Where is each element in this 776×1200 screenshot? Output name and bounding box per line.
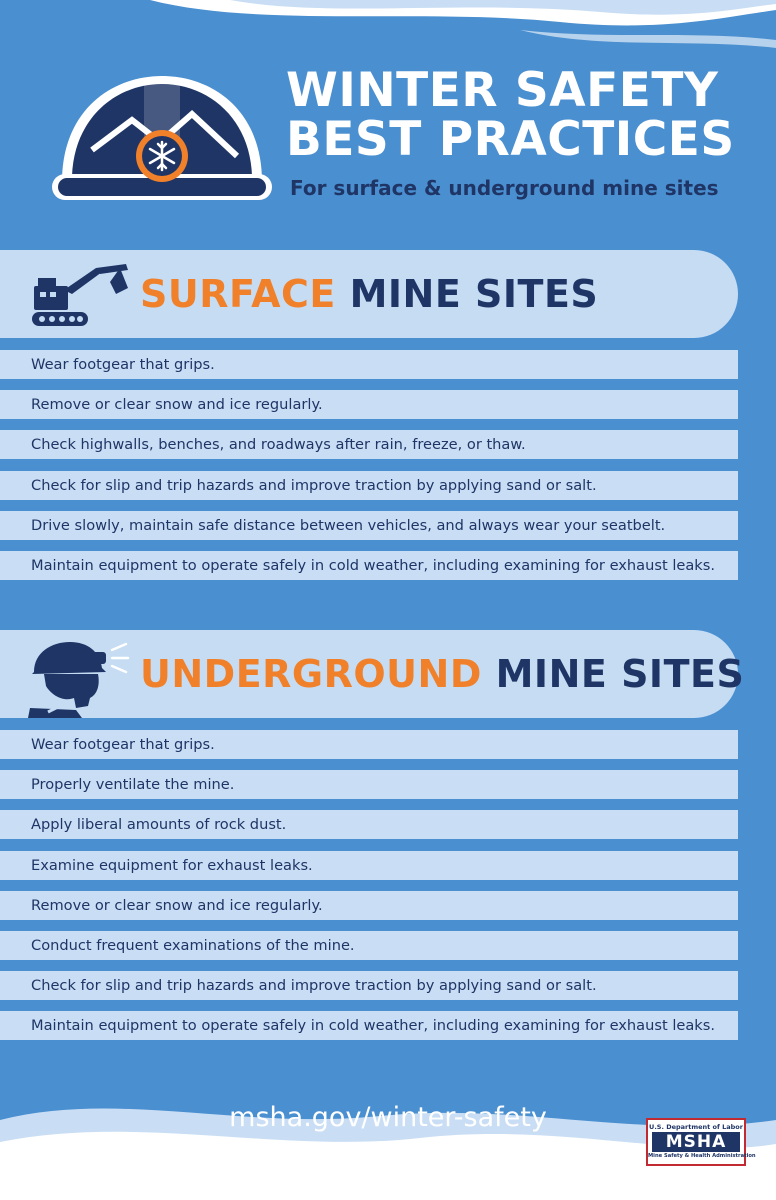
- list-item: Remove or clear snow and ice regularly.: [0, 891, 738, 920]
- title-line-2: BEST PRACTICES: [286, 112, 735, 167]
- logo-agency-text: Mine Safety & Health Administration: [648, 1153, 756, 1159]
- underground-practices-list: [0, 730, 738, 1052]
- miner-helmet-lamp-icon: [28, 638, 138, 718]
- underground-section-header: [0, 630, 745, 718]
- list-item: Check highwalls, benches, and roadways after rain, freeze, or thaw.: [0, 430, 738, 459]
- poster-title: [286, 63, 746, 167]
- title-line-1: WINTER SAFETY: [286, 63, 719, 118]
- list-item: Apply liberal amounts of rock dust.: [0, 810, 738, 839]
- list-item: Maintain equipment to operate safely in cold weather, including examining for exhaust leaks.: [0, 551, 738, 580]
- surface-section-header: [0, 250, 738, 338]
- underground-title-rest: MINE SITES: [481, 652, 745, 696]
- msha-logo: [646, 1118, 756, 1166]
- list-item: Wear footgear that grips.: [0, 730, 738, 759]
- surface-section-title: [140, 272, 598, 316]
- list-item: Drive slowly, maintain safe distance between vehicles, and always wear your seatbelt.: [0, 511, 738, 540]
- surface-title-rest: MINE SITES: [335, 272, 599, 316]
- excavator-icon: [30, 260, 135, 330]
- list-item: Examine equipment for exhaust leaks.: [0, 851, 738, 880]
- logo-department-text: U.S. Department of Labor: [649, 1123, 743, 1131]
- list-item: Maintain equipment to operate safely in cold weather, including examining for exhaust leaks.: [0, 1011, 738, 1040]
- underground-title-accent: UNDERGROUND: [140, 652, 482, 696]
- website-link[interactable]: msha.gov/winter-safety: [229, 1102, 547, 1133]
- underground-section-title: [140, 652, 744, 696]
- poster-header: [0, 0, 776, 230]
- logo-msha-text: MSHA: [652, 1132, 740, 1152]
- list-item: Remove or clear snow and ice regularly.: [0, 390, 738, 419]
- surface-practices-list: [0, 350, 738, 591]
- list-item: Check for slip and trip hazards and improve traction by applying sand or salt.: [0, 971, 738, 1000]
- list-item: Check for slip and trip hazards and improve traction by applying sand or salt.: [0, 471, 738, 500]
- hard-hat-snowflake-icon: [52, 70, 272, 200]
- list-item: Properly ventilate the mine.: [0, 770, 738, 799]
- list-item: Conduct frequent examinations of the mine.: [0, 931, 738, 960]
- poster-subtitle: For surface & underground mine sites: [290, 176, 719, 200]
- surface-title-accent: SURFACE: [140, 272, 336, 316]
- list-item: Wear footgear that grips.: [0, 350, 738, 379]
